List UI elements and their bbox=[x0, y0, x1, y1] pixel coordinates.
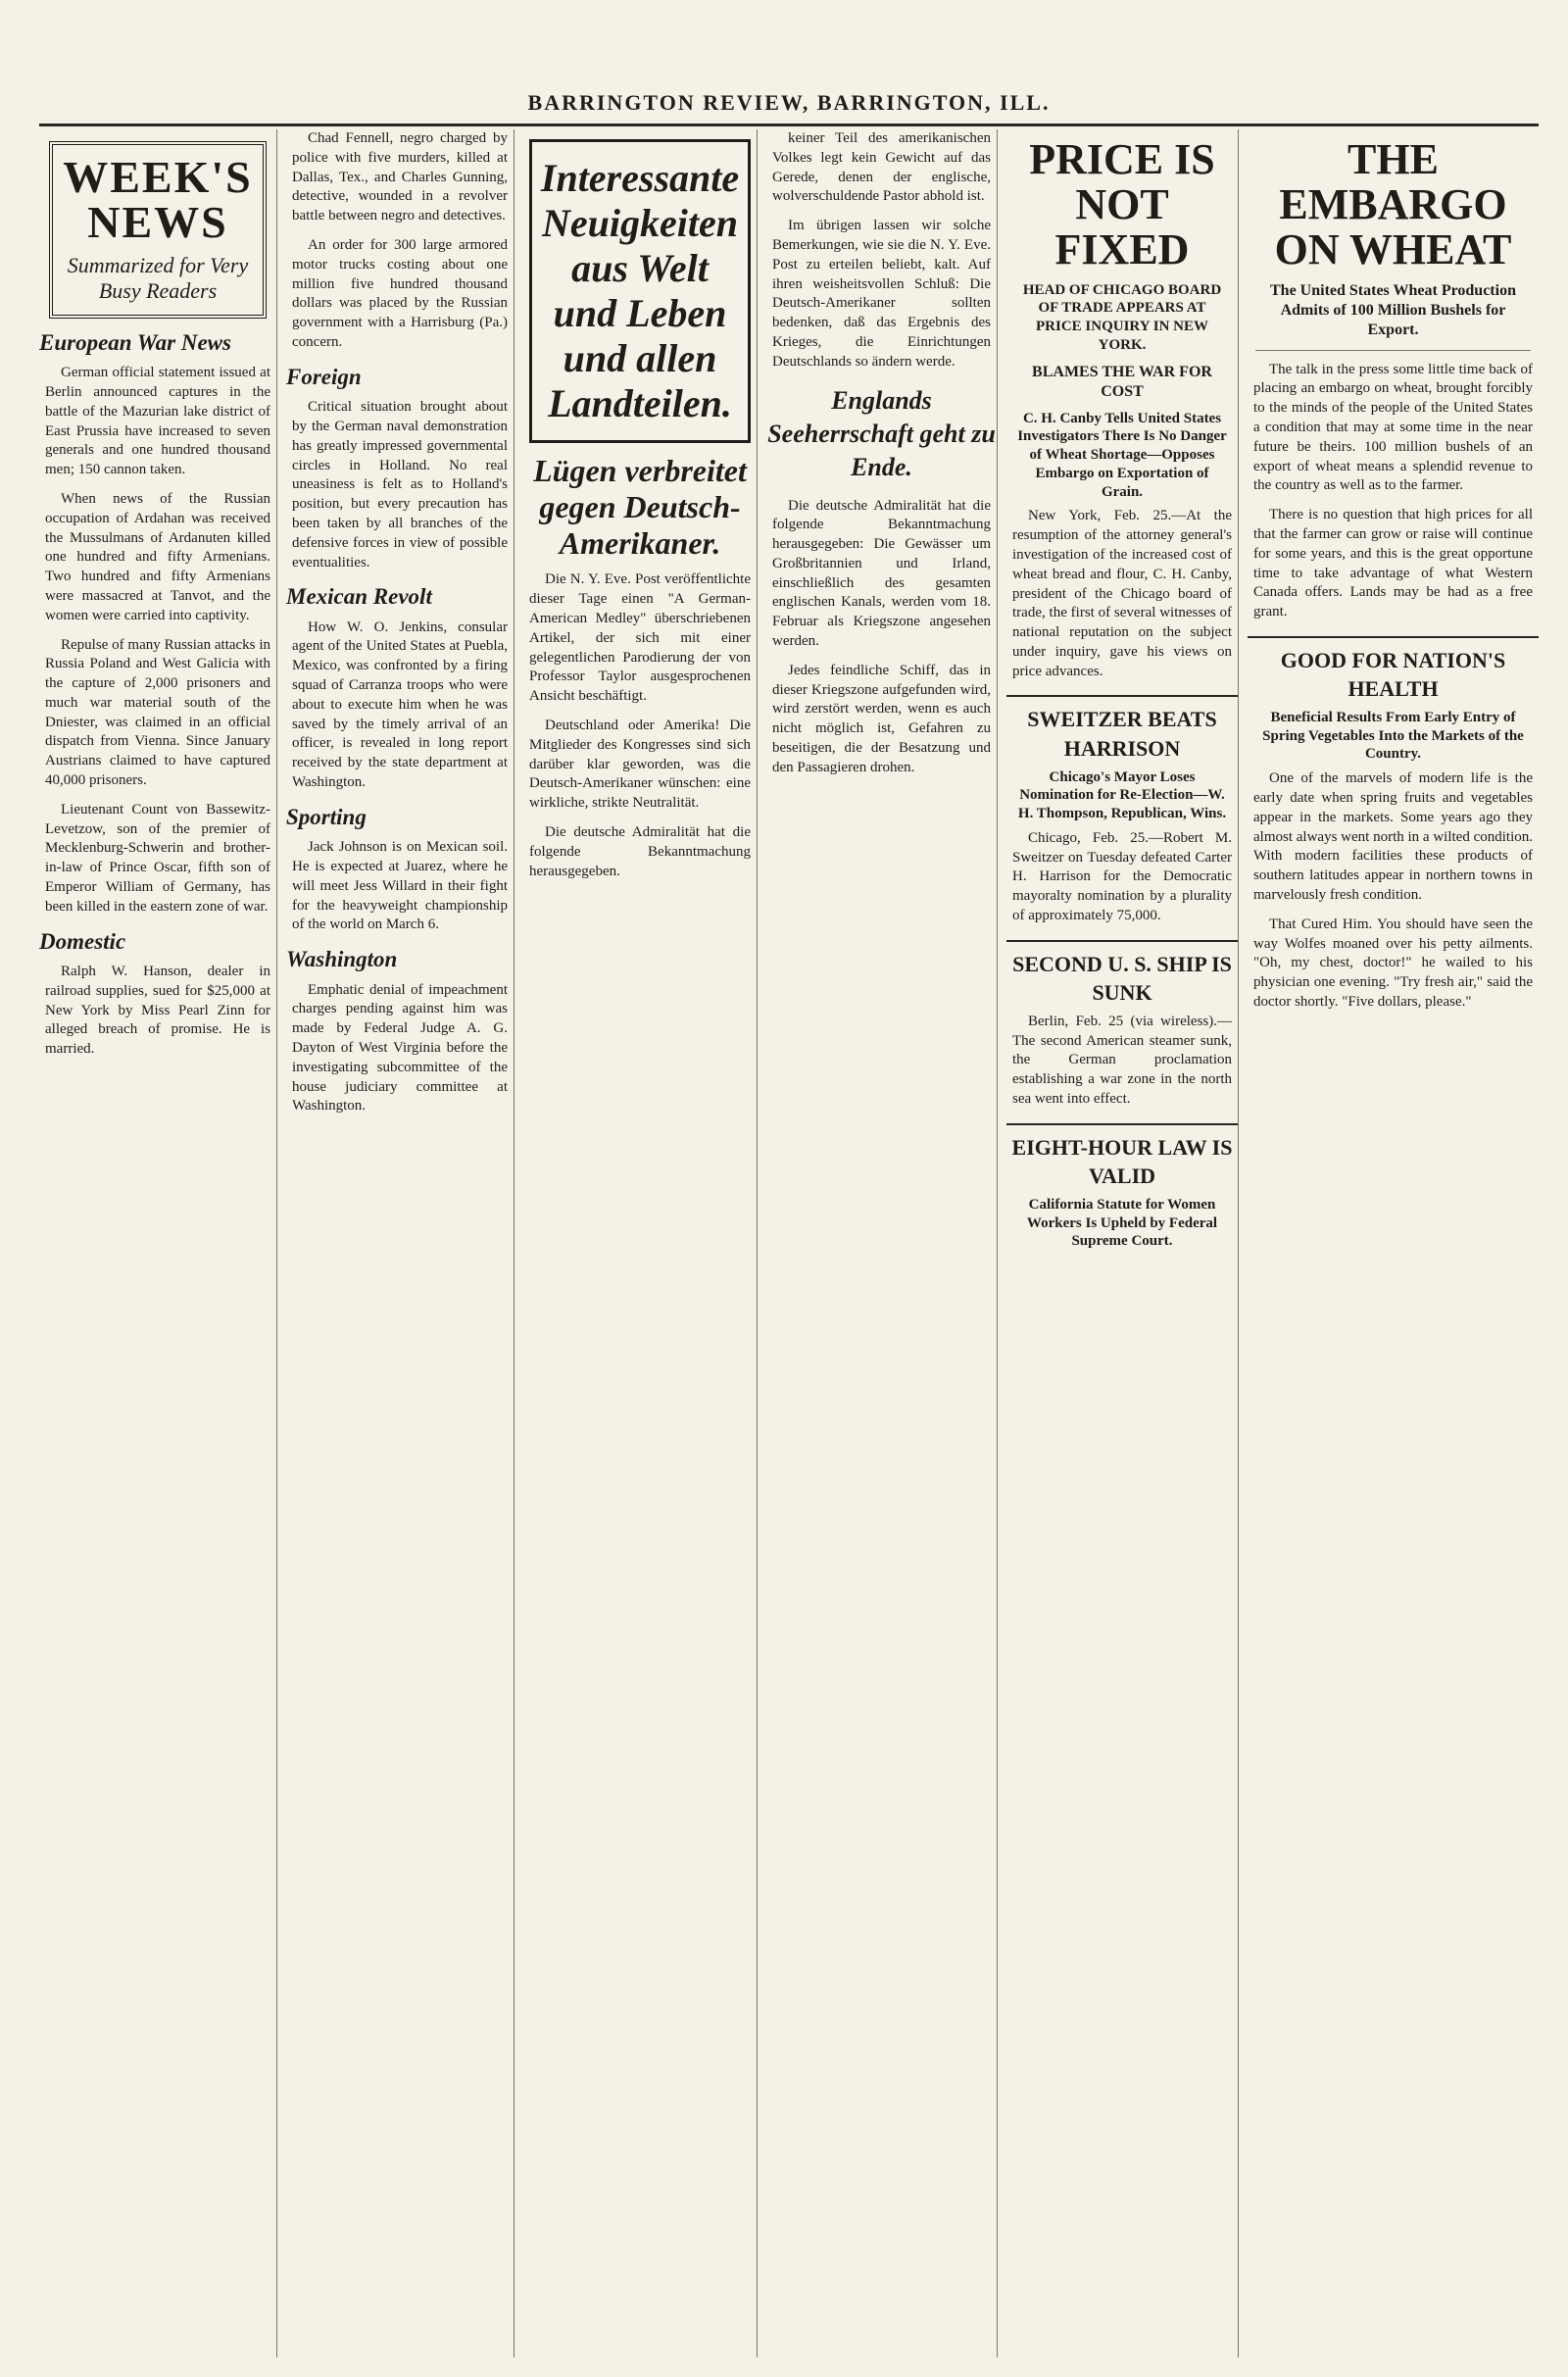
article-headline: SECOND U. S. SHIP IS SUNK bbox=[1006, 940, 1238, 1007]
article-paragraph: One of the marvels of modern life is the early date when spring fruits and vegetables appear in the markets. Some years ago they almost always went north in a wilted condition. With modern facilities these products of southern latitudes appear in northern towns in marvelously fresh condition. bbox=[1253, 770, 1533, 904]
article-paragraph: That Cured Him. You should have seen the way Wolfes moaned over his petty ailments. "Oh, my chest, doctor!" he wailed to his physician one evening. "Try fresh air," said the doctor shortly. "Five dollars, please." bbox=[1253, 916, 1533, 1010]
article-paragraph: Jedes feindliche Schiff, das in dieser Kriegszone aufgefunden wird, wird zerstört werden, wenn es auch nicht möglich ist, Gefahren zu beseitigen, die der Besatzung und den Passagieren drohen. bbox=[772, 662, 991, 775]
article-paragraph: Emphatic denial of impeachment charges pending against him was made by Federal Judge A. G. Dayton of West Virginia before the investigating subcommittee of the house judiciary committee at Washington. bbox=[292, 981, 508, 1114]
article-paragraph: Die N. Y. Eve. Post veröffentlichte dieser Tage einen "A German-American Medley" überschriebenen Artikel, der sich mit einer gelegentlichen Parodierung der von Professor Taylor ausgesprochenen Ansicht beschäftigt. bbox=[529, 571, 751, 705]
article-paragraph: New York, Feb. 25.—At the resumption of the attorney general's investigation of the increased cost of wheat bread and flour, C. H. Canby, president of the Chicago board of trade, the first of several witnesses of national reputation on the subject under inquiry, gave his views on price advances. bbox=[1012, 508, 1232, 679]
article-paragraph: keiner Teil des amerikanischen Volkes legt kein Gewicht auf das Gerede, denen der englische, wolverschuldende Pastor abhold ist. bbox=[772, 130, 991, 205]
article-paragraph: How W. O. Jenkins, consular agent of the United States at Puebla, Mexico, was confronted by a firing squad of Carranza troops who were about to execute him when he was saved by the timely arrival of an officer, is revealed in long report received by the state department at Washington. bbox=[292, 619, 508, 791]
article-paragraph: There is no question that high prices for all that the farmer can grow or raise will continue for some years, and this is the great opportune time to take advantage of what Western Canada offers. Lands may be had as a free grant. bbox=[1253, 507, 1533, 620]
article-paragraph: Im übrigen lassen wir solche Bemerkungen, wie sie die N. Y. Eve. Post zu erteilen beliebt, kalt. Auf ihren weisheitsvollen Schluß: Die Deutsch-Amerikaner sollten bedenken, daß das Ergebnis des Krieges, die Einrichtungen Deutschlands so ändern werde. bbox=[772, 218, 991, 370]
german-news-box: Interessante Neuigkeiten aus Welt und Leben und allen Landteilen. bbox=[529, 139, 751, 443]
article-paragraph: Ralph W. Hanson, dealer in railroad supplies, sued for $25,000 at New York by Miss Pearl Zinn for alleged breach of promise. He is married. bbox=[45, 964, 270, 1058]
article-paragraph: The talk in the press some little time back of placing an embargo on wheat, brought forcibly to the minds of the people of the United States a condition that may at some time in the near future be theirs. 100 million bushels of an export of wheat means a splendid revenue to the country as well as to the farmer. bbox=[1253, 361, 1533, 494]
article-paragraph: Jack Johnson is on Mexican soil. He is expected at Juarez, where he will meet Jess Willard in their fight for the heavyweight championship of the world on March 6. bbox=[292, 839, 508, 933]
article-deck: California Statute for Women Workers Is Upheld by Federal Supreme Court. bbox=[1026, 1196, 1218, 1250]
article-paragraph: Chicago, Feb. 25.—Robert M. Sweitzer on Tuesday defeated Carter H. Harrison for the Democratic mayoralty nomination by a plurality of approximately 75,000. bbox=[1012, 829, 1232, 923]
column-5 bbox=[1006, 129, 1239, 2357]
section-heading: Domestic bbox=[39, 928, 126, 954]
article-headline: THE EMBARGO ON WHEAT bbox=[1274, 135, 1512, 274]
column-3 bbox=[523, 129, 758, 2357]
article-headline: PRICE IS NOT FIXED bbox=[1029, 135, 1215, 274]
section-heading: Sporting bbox=[286, 804, 367, 829]
weeks-news-subtitle: Summarized for Very Busy Readers bbox=[67, 253, 249, 304]
article-headline: Englands Seeherrschaft geht zu Ende. bbox=[767, 385, 996, 482]
divider bbox=[1255, 350, 1531, 351]
article-deck: Beneficial Results From Early Entry of Spring Vegetables Into the Markets of the Country. bbox=[1262, 709, 1524, 763]
article-paragraph: Die deutsche Admiralität hat die folgende Bekanntmachung herausgegeben: Die Gewässer um Großbritannien und Irland, einschließlich des gesamten englischen Kanals, werden vom 18. Februar als Kriegszone angesehen werden. bbox=[772, 497, 991, 650]
article-paragraph: Repulse of many Russian attacks in Russia Poland and West Galicia with the capture of 2,000 prisoners and much war material south of the Dniester, was claimed in an official dispatch from Vienna. Since January Austrians claimed to have captured 40,000 prisoners. bbox=[45, 636, 270, 789]
article-deck: The United States Wheat Production Admits of 100 Million Bushels for Export. bbox=[1270, 281, 1516, 338]
article-headline: EIGHT-HOUR LAW IS VALID bbox=[1006, 1123, 1238, 1190]
section-heading: Washington bbox=[286, 947, 398, 972]
article-paragraph: Die deutsche Admiralität hat die folgende Bekanntmachung herausgegeben. bbox=[529, 823, 751, 879]
article-paragraph: Chad Fennell, negro charged by police with five murders, killed at Dallas, Tex., and Charles Gunning, detective, wounded in a revolver battle between negro and detectives. bbox=[292, 130, 508, 224]
article-headline: SWEITZER BEATS HARRISON bbox=[1006, 695, 1238, 762]
section-heading: Foreign bbox=[286, 364, 362, 389]
article-paragraph: German official statement issued at Berlin announced captures in the battle of the Mazurian lake district of East Prussia have increased to seven generals and one hundred thousand men; 150 cannon taken. bbox=[45, 365, 270, 478]
article-paragraph: Critical situation brought about by the German naval demonstration has greatly impressed governmental circles in Holland. No real uneasiness is felt as to Holland's position, but every precaution has been taken by all branches of the defensive forces in view of possible eventualities. bbox=[292, 399, 508, 570]
section-heading: Mexican Revolt bbox=[286, 584, 432, 610]
article-deck: BLAMES THE WAR FOR COST bbox=[1032, 363, 1212, 400]
section-heading: European War News bbox=[39, 329, 231, 355]
weeks-news-box bbox=[49, 141, 267, 319]
masthead: BARRINGTON REVIEW, BARRINGTON, ILL. bbox=[39, 90, 1539, 126]
article-deck: HEAD OF CHICAGO BOARD OF TRADE APPEARS AT PRICE INQUIRY IN NEW YORK. bbox=[1022, 281, 1222, 353]
article-deck: C. H. Canby Tells United States Investigators There Is No Danger of Wheat Shortage—Opposes Embargo on Exportation of Grain. bbox=[1017, 410, 1227, 500]
article-headline: Lügen verbreitet gegen Deutsch-Amerikaner. bbox=[533, 453, 747, 561]
article-paragraph: When news of the Russian occupation of Ardahan was received the Mussulmans of Ardanuten killed one hundred and fifty Armenians. Two hundred and fifty Armenians were massacred at Tanvot, and the women were carried into captivity. bbox=[45, 490, 270, 623]
column-1 bbox=[39, 129, 277, 2357]
column-6 bbox=[1248, 129, 1539, 2357]
article-deck: Chicago's Mayor Loses Nomination for Re-Election—W. H. Thompson, Republican, Wins. bbox=[1017, 768, 1227, 822]
weeks-news-title: WEEK'S NEWS bbox=[63, 152, 253, 247]
column-4 bbox=[766, 129, 998, 2357]
article-paragraph: An order for 300 large armored motor trucks costing about one million five hundred thousand dollars was placed by the Russian government with a Harrisburg (Pa.) concern. bbox=[292, 236, 508, 350]
article-paragraph: Deutschland oder Amerika! Die Mitglieder des Kongresses sind sich darüber klar geworden, was die Deutsch-Amerikaner wünschen: eine wirkliche, strikte Neutralität. bbox=[529, 717, 751, 812]
article-headline: GOOD FOR NATION'S HEALTH bbox=[1248, 636, 1539, 703]
column-2 bbox=[286, 129, 514, 2357]
article-paragraph: Lieutenant Count von Bassewitz-Levetzow, son of the premier of Mecklenburg-Schwerin and brother-in-law of Prince Oscar, fifth son of Emperor William of Germany, has been killed in the eastern zone of war. bbox=[45, 801, 270, 915]
article-paragraph: Berlin, Feb. 25 (via wireless).—The second American steamer sunk, the German proclamation establishing a war zone in the north sea went into effect. bbox=[1012, 1013, 1232, 1108]
